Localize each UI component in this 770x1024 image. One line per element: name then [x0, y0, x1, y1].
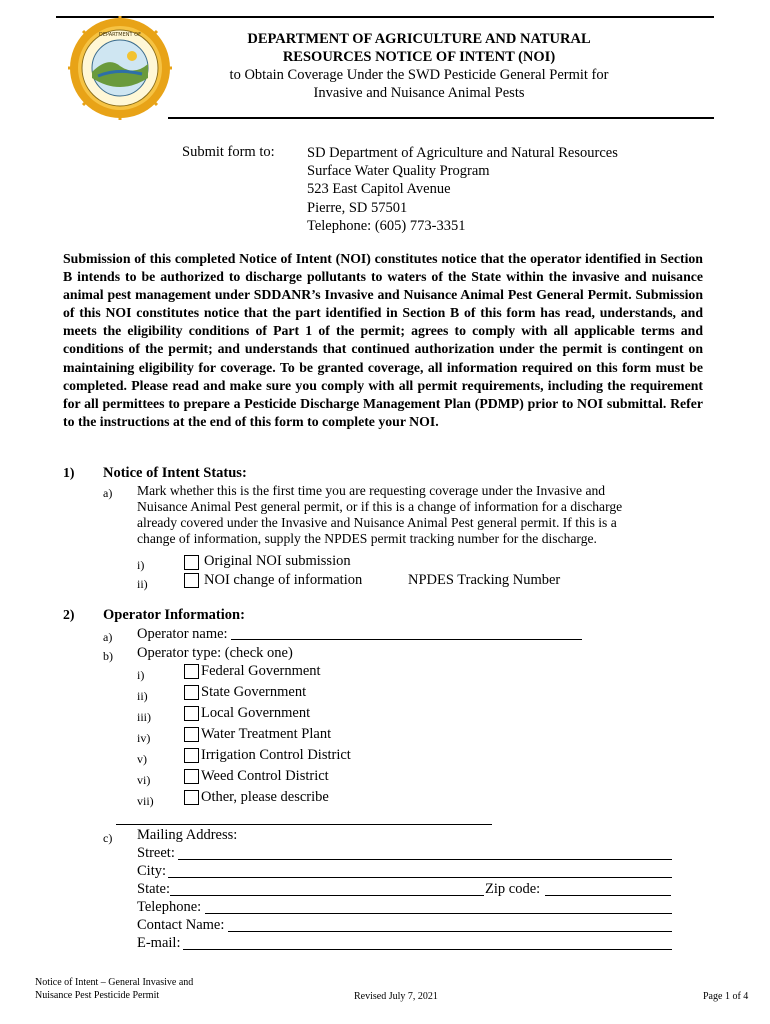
address-line: Pierre, SD 57501	[307, 199, 408, 216]
footer-revised-date: Revised July 7, 2021	[354, 991, 438, 1002]
section2-b-label: b)	[103, 649, 113, 663]
city-label: City:	[137, 863, 167, 879]
local-government-checkbox[interactable]	[184, 706, 199, 721]
intro-paragraph: Submission of this completed Notice of Intent (NOI) constitutes notice that the operator identified in Section B intends to be authorized to discharge pollutants to waters of the State within the invasive and nuisance animal pest management under SDDANR’s Invasive and Nuisance Animal Pest General Permit. Submission of this NOI constitutes notice that the part identified in Section B of this form has read, understands, and meets the eligibility conditions of Part 1 of the permit; agrees to comply with all applicable terms and conditions of the permit; and understands that continued authorization under the permit is contingent on maintaining eligibility for coverage. To be granted coverage, all information required on this form must be completed. Please read and make sure you comply with all permit requirements, including the requirement for all permittees to prepare a Pesticide Discharge Management Plan (PDMP) prior to NOI submittal. Refer to the instructions at the end of this form to complete your NOI.	[63, 251, 703, 429]
option-num: i)	[137, 558, 145, 572]
section2-c-label: c)	[103, 831, 113, 845]
npdes-tracking-label: NPDES Tracking Number	[408, 572, 561, 588]
type-num: i)	[137, 668, 145, 682]
instruction-line: already covered under the Invasive and Nuisance Animal Pest general permit. If this is a	[137, 515, 617, 530]
zip-label: Zip code:	[485, 881, 541, 897]
type-num: v)	[137, 752, 147, 766]
federal-government-label: Federal Government	[201, 663, 321, 679]
operator-name-label: Operator name:	[137, 626, 228, 642]
state-government-checkbox[interactable]	[184, 685, 199, 700]
footer-left-line: Notice of Intent – General Invasive and	[35, 977, 194, 988]
state-field[interactable]	[170, 895, 484, 896]
contact-name-field[interactable]	[228, 931, 672, 932]
form-title-line2: RESOURCES NOTICE OF INTENT (NOI)	[282, 49, 556, 65]
city-field[interactable]	[168, 877, 672, 878]
type-num: vii)	[137, 794, 154, 808]
footer-left-line: Nuisance Pest Pesticide Permit	[35, 990, 160, 1001]
option-num: ii)	[137, 577, 148, 591]
weed-control-district-label: Weed Control District	[201, 768, 329, 784]
water-treatment-plant-label: Water Treatment Plant	[201, 726, 332, 742]
section2-a-label: a)	[103, 630, 113, 644]
weed-control-district-checkbox[interactable]	[184, 769, 199, 784]
other-label: Other, please describe	[201, 789, 329, 805]
section1-instructions	[137, 483, 622, 547]
form-title-line1: DEPARTMENT OF AGRICULTURE AND NATURAL	[247, 31, 591, 47]
svg-text:DEPARTMENT OF: DEPARTMENT OF	[99, 32, 141, 38]
mailing-address-label: Mailing Address:	[137, 827, 238, 843]
type-num: vi)	[137, 773, 151, 787]
section2-number: 2)	[63, 607, 75, 622]
submit-to-label: Submit form to:	[182, 144, 275, 160]
address-line: 523 East Capitol Avenue	[307, 181, 451, 198]
section1-number: 1)	[63, 465, 75, 480]
zip-field[interactable]	[545, 895, 671, 896]
state-government-label: State Government	[201, 684, 307, 700]
contact-name-label: Contact Name:	[137, 917, 225, 933]
form-subtitle-line1: to Obtain Coverage Under the SWD Pesticide General Permit for	[229, 67, 609, 83]
noi-change-label: NOI change of information	[204, 572, 363, 588]
email-label: E-mail:	[137, 935, 181, 951]
original-noi-checkbox[interactable]	[184, 555, 199, 570]
address-line: SD Department of Agriculture and Natural Resources	[307, 145, 618, 161]
other-checkbox[interactable]	[184, 790, 199, 805]
other-describe-field[interactable]	[116, 824, 492, 825]
operator-name-field[interactable]	[231, 639, 582, 640]
section1-heading: Notice of Intent Status:	[103, 465, 247, 481]
type-num: iii)	[137, 710, 151, 724]
noi-change-checkbox[interactable]	[184, 573, 199, 588]
form-subtitle-line2: Invasive and Nuisance Animal Pests	[313, 85, 525, 101]
original-noi-label: Original NOI submission	[204, 553, 351, 569]
irrigation-control-district-label: Irrigation Control District	[201, 747, 351, 763]
local-government-label: Local Government	[201, 705, 311, 721]
type-num: iv)	[137, 731, 151, 745]
type-num: ii)	[137, 689, 148, 703]
state-label: State:	[137, 881, 171, 897]
instruction-line: Mark whether this is the first time you are requesting coverage under the Invasive and	[137, 483, 606, 498]
submit-address	[307, 144, 618, 235]
instruction-line: Nuisance Animal Pest general permit, or if this is a change of information for a discharge	[137, 499, 623, 514]
operator-type-label: Operator type: (check one)	[137, 645, 293, 661]
street-field[interactable]	[178, 859, 672, 860]
section2-heading: Operator Information:	[103, 607, 245, 623]
irrigation-control-district-checkbox[interactable]	[184, 748, 199, 763]
telephone-label: Telephone:	[137, 899, 202, 915]
footer-left	[35, 976, 193, 1002]
email-field[interactable]	[183, 949, 672, 950]
address-line: Surface Water Quality Program	[307, 163, 490, 180]
section1-a-label: a)	[103, 486, 113, 500]
instruction-line: change of information, supply the NPDES permit tracking number for the discharge.	[137, 531, 597, 546]
footer-page-number: Page 1 of 4	[703, 991, 749, 1002]
address-line: Telephone: (605) 773-3351	[307, 217, 466, 234]
telephone-field[interactable]	[205, 913, 672, 914]
street-label: Street:	[137, 845, 175, 861]
water-treatment-plant-checkbox[interactable]	[184, 727, 199, 742]
federal-government-checkbox[interactable]	[184, 664, 199, 679]
state-seal-logo	[68, 16, 172, 120]
header-bottom-rule	[168, 117, 714, 119]
